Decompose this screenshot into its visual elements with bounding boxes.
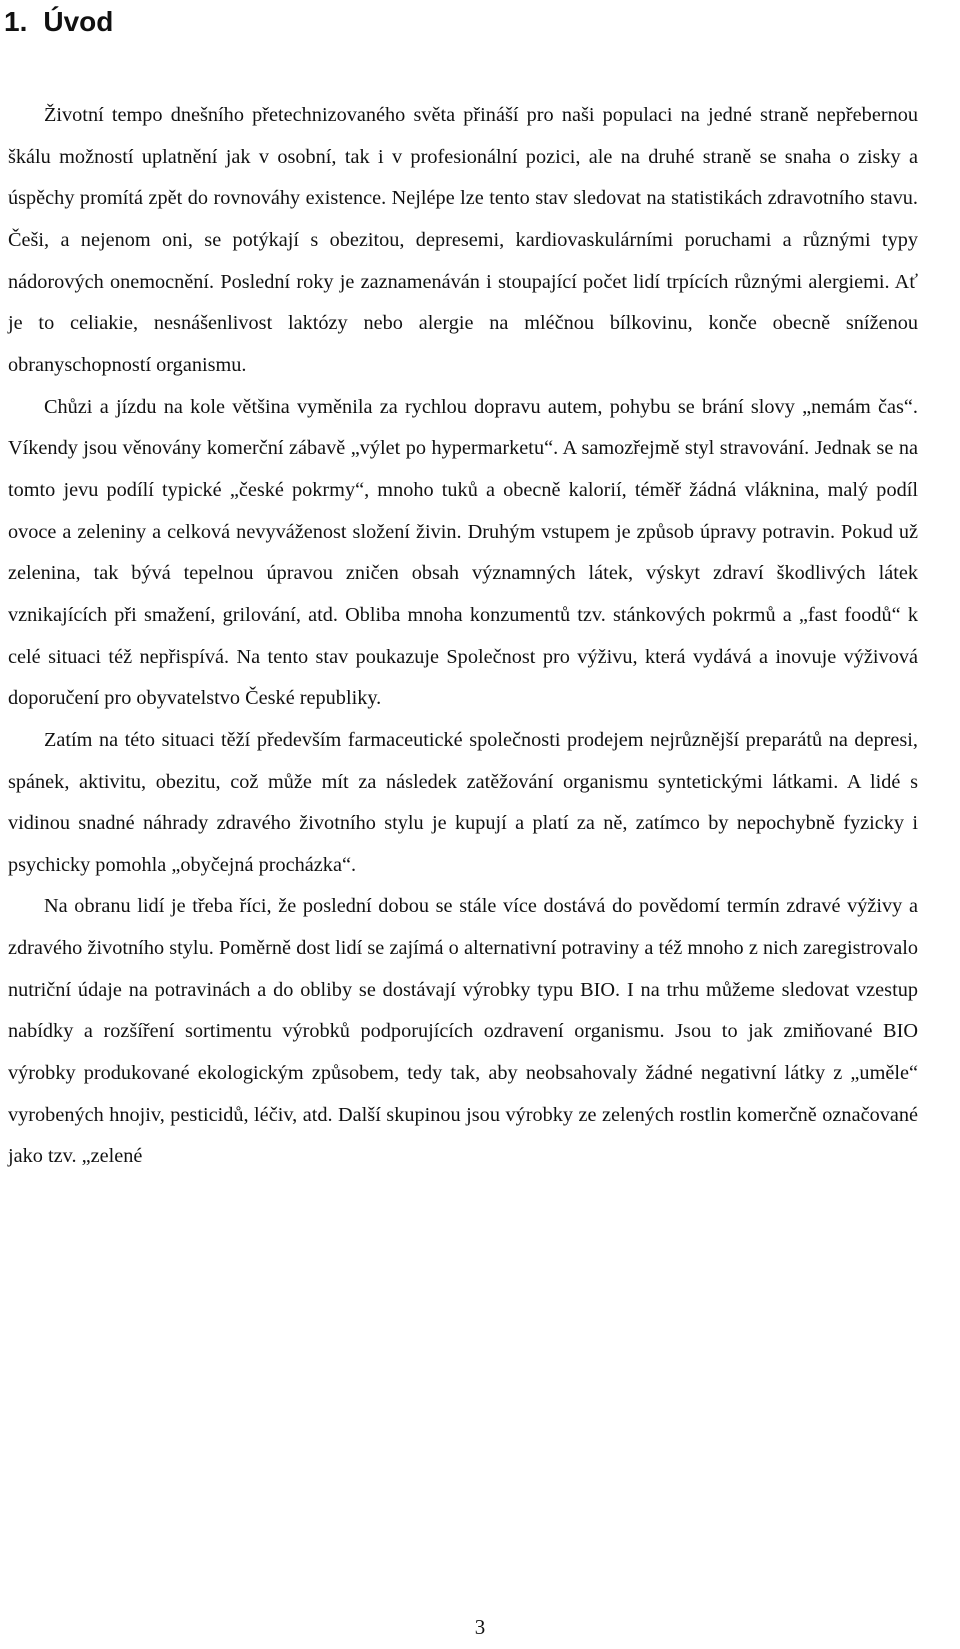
paragraph: Životní tempo dnešního přetechnizovaného světa přináší pro naši populaci na jedné straně nepřebernou škálu možností uplatnění jak v osobní, tak i v profesionální pozici, ale na druhé straně se snaha o zisky a úspěchy promítá zpět do rovnováhy existence. Nejlépe lze tento stav sledovat na statistikách zdravotního stavu. Češi, a nejenom oni, se potýkají s obezitou, depresemi, kardiovaskulárními poruchami a různými typy nádorových onemocnění. Poslední roky je zaznamenáván i stoupající počet lidí trpících různými alergiemi. Ať je to celiakie, nesnášenlivost laktózy nebo alergie na mléčnou bílkovinu, konče obecně sníženou obranyschopností organismu. xyxy=(8,104,918,376)
chapter-heading xyxy=(4,2,113,42)
page-number: 3 xyxy=(474,1615,486,1639)
paragraph: Zatím na této situaci těží především farmaceutické společnosti prodejem nejrůznější preparátů na depresi, spánek, aktivitu, obezitu, což může mít za následek zatěžování organismu syntetickými látkami. A lidé s vidinou snadné náhrady zdravého životního stylu je kupují a platí za ně, zatímco by nepochybně fyzicky i psychicky pomohla „obyčejná procházka“. xyxy=(8,728,918,876)
paragraph: Chůzi a jízdu na kole většina vyměnila za rychlou dopravu autem, pohybu se brání slovy „nemám čas“. Víkendy jsou věnovány komerční zábavě „výlet po hypermarketu“. A samozřejmě styl stravování. Jednak se na tomto jevu podílí typické „české pokrmy“, mnoho tuků a obecně kalorií, téměř žádná vláknina, malý podíl ovoce a zeleniny a celková nevyváženost složení živin. Druhým vstupem je způsob úpravy potravin. Pokud už zelenina, tak bývá tepelnou úpravou zničen obsah významných látek, výskyt zdraví škodlivých látek vznikajících při smažení, grilování, atd. Obliba mnoha konzumentů tzv. stánkových pokrmů a „fast foodů“ k celé situaci též nepřispívá. Na tento stav poukazuje Společnost pro výživu, která vydává a inovuje výživová doporučení pro obyvatelstvo České republiky. xyxy=(8,395,918,710)
paragraph: Na obranu lidí je třeba říci, že poslední dobou se stále více dostává do povědomí termín zdravé výživy a zdravého životního stylu. Poměrně dost lidí se zajímá o alternativní potraviny a též mnoho z nich zaregistrovalo nutriční údaje na potravinách a do obliby se dostávají výrobky typu BIO. I na trhu můžeme sledovat vzestup nabídky a rozšíření sortimentu výrobků podporujících ozdravení organismu. Jsou to jak zmiňované BIO výrobky produkované ekologickým způsobem, tedy tak, aby neobsahovaly žádné negativní látky z „uměle“ vyrobených hnojiv, pesticidů, léčiv, atd. Další skupinou jsou výrobky ze zelených rostlin komerčně označované jako tzv. „zelené xyxy=(8,895,918,1168)
body-text xyxy=(8,95,918,1178)
chapter-title: Úvod xyxy=(43,6,114,37)
chapter-number: 1. xyxy=(4,6,28,37)
